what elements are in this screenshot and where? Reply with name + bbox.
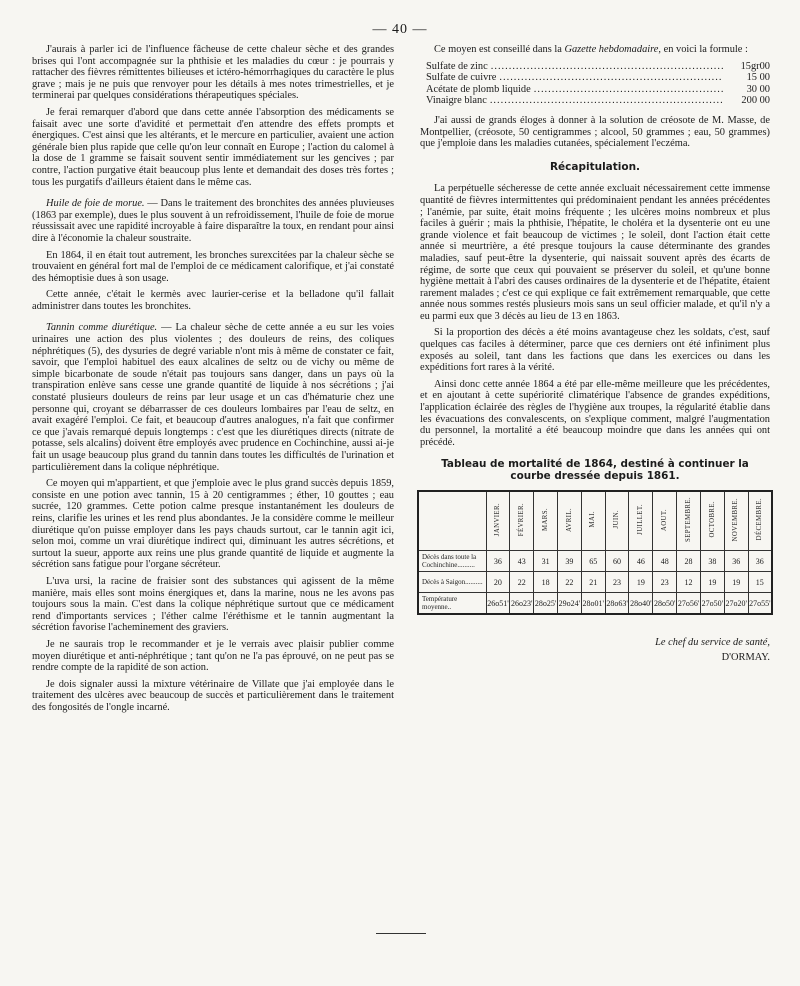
paragraph: En 1864, il en était tout autrement, les bronches surexcitées par la chaleur sèche se trouvaient en général fort mal de l'emploi de ce médicament calorifique, et j'ai constaté des hémoptisie dues à son usage. — [32, 249, 394, 284]
paragraph: J'ai aussi de grands éloges à donner à la solution de créosote de M. Masse, de Montpellier, (créosote, 50 centigrammes ; alcool, 50 grammes ; eau, 50 grammes) que j'emploie dans les maladies cutanées, spécialement l'eczéma. — [420, 114, 770, 150]
month-header: AVRIL. — [557, 491, 581, 551]
paragraph: L'uva ursi, la racine de fraisier sont des substances qui agissent de la même manière, mais elles sont moins énergiques et, dans la marine, nous ne les avons pas toujours sous la main. C'est dans la colique néphrétique surtout que ce médicament rend d'importants services ; l'éther calme l'éréthisme et le tannin augmentant la sécrétion favorise l'acheminement des graviers. — [32, 575, 394, 634]
paragraph-heading: Huile de foie de morue. — [46, 198, 145, 210]
paragraph: Je dois signaler aussi la mixture vétérinaire de Villate que j'ai employée dans le traitement des ulcères avec beaucoup de succès et particulièrement dans le traitement des fongosités de l'ongle incarné. — [32, 678, 394, 713]
paragraph: Je ferai remarquer d'abord que dans cette année l'absorption des médicaments se faisait avec une sorte d'avidité et permettait d'en attendre des effets prompts et énergiques. C'est ainsi que les altérants, et le mercure en particulier, avaient une action générale bien plus rapide que celle qu'on leur connaît en Europe ; l'action du calomel à la dose de 1 gramme se faisait souvent sentir immédiatement sur les gencives ; par contre, l'action purgative était beaucoup plus lente et demandait des doses très fortes ; tous les purgatifs d'ailleurs étaient dans le même cas. — [32, 106, 394, 188]
formula-intro: Ce moyen est conseillé dans la Gazette hebdomadaire, en voici la formule : — [434, 44, 748, 55]
formula-row: Vinaigre blanc ..... 200 00 — [426, 95, 770, 107]
signature-name: D'ORMAY. — [721, 652, 770, 664]
table-row: Décès à Saigon.......... 20 22 18 22 21 23 19 23 12 19 19 15 — [418, 572, 772, 593]
paragraph: La perpétuelle sécheresse de cette année excluait nécessairement cette immense quantité de fièvres intermittentes qui prédominaient pendant les années précédentes ; l'anémie, par suite, était moins fréquente ; les ulcères moins nombreux et plus faciles à guérir ; mais la phthisie, l'hépatite, le choléra et la dysenterie ont eu une grande violence et fait beaucoup de victimes ; le soleil, dont l'action était cette année si meurtrière, a été presque toujours la cause déterminante des grandes maladies, sauf peut-être la dysenterie, qui naissait souvent après des écarts de régime, de sorte que ceux qui pouvaient se préserver du soleil, et qu'une bonne hygiène mettait à l'abri des causes ordinaires de la dysenterie et de l'hépatite, étaient rarement malades ; c'est ce qui explique ce fait extrêmement remarquable, que cette année nous sommes restés plusieurs mois sans un seul officier malade, et qu'il n'y a eu parmi eux que 3 décès au lieu de 13 en 1863. — [420, 183, 770, 322]
month-header: JANVIER. — [486, 491, 510, 551]
journal-name: Gazette hebdomadaire — [564, 44, 659, 55]
month-header: FÉVRIER. — [510, 491, 534, 551]
left-column — [32, 44, 394, 718]
section-title: Récapitulation. — [549, 160, 641, 173]
month-header: AOUT. — [653, 491, 677, 551]
signature-role: Le chef du service de santé, — [655, 637, 770, 649]
paragraph: Si la proportion des décès a été moins avantageuse chez les soldats, c'est, sauf quelques cas faciles à déterminer, parce que ces derniers ont été infiniment plus exposés au soleil, tant dans les factions que dans les exercices ou dans les expéditions fort rares à la vérité. — [420, 327, 770, 374]
month-header: OCTOBRE. — [700, 491, 724, 551]
signature-block — [420, 635, 770, 665]
footer-rule — [376, 933, 426, 934]
month-header: SEPTEMBRE. — [677, 491, 701, 551]
month-header: JUILLET. — [629, 491, 653, 551]
month-header: JUIN. — [605, 491, 629, 551]
formula-row: Sulfate de zinc ..... 15gr00 — [426, 61, 770, 73]
right-column — [420, 44, 770, 665]
paragraph: Ce moyen qui m'appartient, et que j'emploie avec le plus grand succès depuis 1859, consiste en une potion avec tannin, 15 à 20 centigrammes ; éther, 10 gouttes ; eau sucrée, 120 grammes. Cette potion calme presque instantanément les douleurs de reins, clarifie les urines et les rend plus abondantes. Je la considère comme le meilleur diurétique qu'on puisse employer dans les pays chauds surtout, car le tannin agit ici, selon moi, comme un vrai diurétique indirect qui, diminuant les autres sécrétions, et surtout la sueur, apporte aux reins une plus grande quantité de liquide et augmente la sécrétion sans fatigue pour l'organe sécréteur. — [32, 478, 394, 571]
month-header: DÉCEMBRE. — [748, 491, 772, 551]
formula-row: Sulfate de cuivre ..... 15 00 — [426, 72, 770, 84]
page-number: — 40 — — [372, 22, 428, 37]
table-row: Décès dans toute la Cochinchine.......... 36 43 31 39 65 60 46 48 28 38 36 36 — [418, 551, 772, 572]
month-header: MAI. — [581, 491, 605, 551]
month-header: NOVEMBRE. — [724, 491, 748, 551]
paragraph: Ainsi donc cette année 1864 a été par elle-même meilleure que les précédentes, et en ajoutant à cette supériorité climatérique l'absence de grandes expéditions, l'application éclairée des règles de l'hygiène aux troupes, la régularité établie dans les évacuations des convalescents, on s'explique comment, malgré l'augmentation du personnel, la mortalité a été beaucoup moindre que dans les années qui ont précédé. — [420, 378, 770, 448]
mortality-table — [417, 490, 773, 615]
formula-row: Acétate de plomb liquide ..... 30 00 — [426, 84, 770, 96]
table-header-row — [418, 491, 772, 551]
paragraph-tannin: Tannin comme diurétique. — La chaleur sèche de cette année a eu sur les voies urinaires une action des plus violentes ; des douleurs de reins, des coliques néphrétiques (5), des dysuries de degré variable n'ont mis à même de constater ce fait, savoir, que l'emploi habituel des eaux alcalines de seltz ou de vichy ou même de simple bicarbonate de soude n'était pas toujours sans danger, dans un pays où la transpiration enlève sans cesse une grande quantité de liquide à nos sécrétions ; j'ai constaté plusieurs douleurs de reins par leur usage et un cas d'hématurie chez une personne qui, croyant se débarrasser de ces douleurs lombaires par l'eau de seltz, en avait exagéré l'emploi. Ce fait, et beaucoup d'autres analogues, n'a fait que confirmer ce que j'avais remarqué depuis longtemps : c'est que les diurétiques directs (nitrate de potasse, sels alcalins) doivent être employés avec prudence en Cochinchine, aussi ai-je fait un usage beaucoup plus grand du tannin dans toutes les difficultés de l'urination et particulièrement dans la colique néphrétique. — [32, 322, 395, 473]
paragraph-cod-liver-oil: Huile de foie de morue. — Dans le traitement des bronchites des années pluvieuses (1863 par exemple), dues le plus souvent à un refroidissement, l'huile de foie de morue réussissait avec une rapidité incroyable à faire disparaître la toux, en rendant pour ainsi dire à l'économie la chaleur soustraite. — [32, 198, 394, 244]
table-corner — [418, 491, 486, 551]
table-row: Température moyenne.. 26o51' 26o23' 28o25' 29o24' 28o01' 28o63' 28o40' 28o50' 27o56' 27o50' 27o20' 27o55' — [418, 593, 772, 615]
paragraph: Je ne saurais trop le recommander et je le verrais avec plaisir publier comme moyen diurétique et anti-néphrétique ; tant qu'on ne l'a pas éprouvé, on ne peut pas se rendre compte de la rapidité de son action. — [32, 638, 394, 674]
formula-list — [426, 61, 770, 107]
paragraph: Cette année, c'était le kermès avec laurier-cerise et la belladone qu'il fallait administrer dans toutes les bronchites. — [32, 289, 394, 312]
month-header: MARS. — [534, 491, 558, 551]
paragraph: J'aurais à parler ici de l'influence fâcheuse de cette chaleur sèche et des grandes brises qui l'ont accompagnée sur la phthisie et les maladies du cœur : je pourrais y rattacher des fièvres rémittentes bilieuses et ictéro-hémorrhagiques du caractère le plus grave ; mais je ne puis que renvoyer pour les détails à mes notes trimestrielles, et je terminerai par quelques considérations thérapeutiques spéciales. — [32, 44, 394, 102]
table-title: Tableau de mortalité de 1864, destiné à continuer la courbe dressée depuis 1861. — [441, 458, 749, 483]
paragraph-heading: Tannin comme diurétique. — [46, 322, 158, 334]
